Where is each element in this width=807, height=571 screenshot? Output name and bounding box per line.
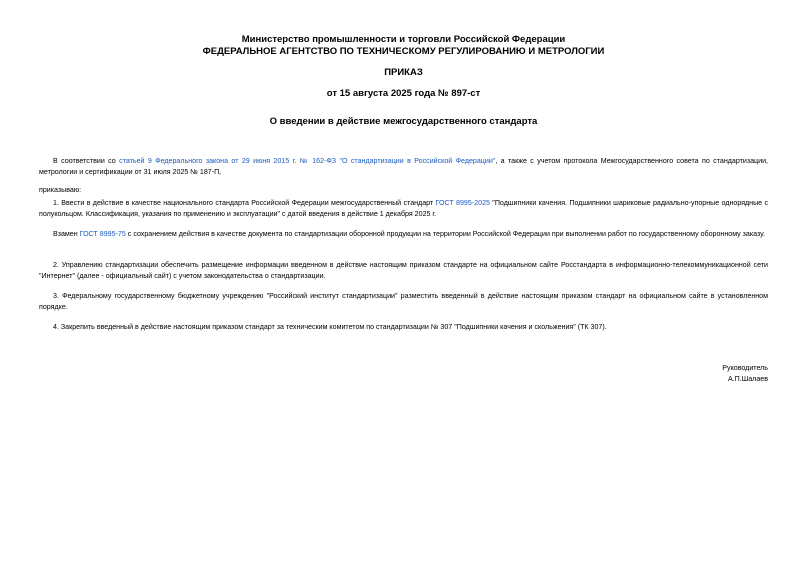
- document-date-number: от 15 августа 2025 года № 897-ст: [326, 88, 481, 99]
- federal-law-link[interactable]: статьей 9 Федерального закона от 29 июня 2015 г. № 162-ФЗ "О стандартизации в Российской Федерации": [119, 157, 496, 165]
- paragraph-item-4: 4. Закрепить введенный в действие настоящим приказом стандарт за техническим комитетом по стандартизации № 307 "Подшипники качения и скольжения" (ТК 307).: [53, 323, 607, 331]
- replacement-text-end: с сохранением действия в качестве документа по стандартизации оборонной продукции на территории Российской Федерации при выполнении работ по государственному оборонному заказу.: [125, 230, 765, 238]
- preamble-text-start: В соответствии со: [53, 157, 120, 165]
- paragraph-item-1: [39, 198, 768, 221]
- preamble-text-end: , а также с учетом протокола Межгосударственного совета по стандартизации, метрологии и сертификации от 31 июля 2025 № 187-П,: [39, 157, 768, 177]
- paragraph-preamble: [39, 156, 768, 179]
- ministry-name: Министерство промышленности и торговли Российской Федерации: [241, 34, 566, 45]
- document-title: О введении в действие межгосударственного стандарта: [269, 116, 538, 127]
- paragraph-item-2: 2. Управлению стандартизации обеспечить размещение информации введенном в действие настоящим приказом стандарте на официальном сайте Росстандарта в информационно-телекоммуникационной сети "Интернет" (далее - официальный сайт) с учетом законодательства о стандартизации.: [39, 261, 768, 281]
- replacement-text-start: Взамен: [53, 230, 80, 238]
- gost-8995-2025-link[interactable]: ГОСТ 8995-2025: [435, 199, 490, 207]
- item-1-text-end: "Подшипники качения. Подшипники шариковые радиально-упорные однорядные с полукольцом. Классификация, указания по применению и эксплуатации" с датой введения в действие 1 декабря 2025 г.: [39, 199, 769, 219]
- signatory-position: Руководитель: [722, 364, 768, 372]
- gost-8995-75-link[interactable]: ГОСТ 8995-75: [79, 230, 126, 238]
- document-type: ПРИКАЗ: [384, 67, 423, 78]
- item-1-text-start: 1. Ввести в действие в качестве национального стандарта Российской Федерации межгосударственный стандарт: [53, 199, 436, 207]
- paragraph-item-3: 3. Федеральному государственному бюджетному учреждению "Российский институт стандартизации" разместить введенный в действие настоящим приказом стандарт на официальном сайте в установленном порядке.: [39, 292, 768, 312]
- agency-name: ФЕДЕРАЛЬНОЕ АГЕНТСТВО ПО ТЕХНИЧЕСКОМУ РЕГУЛИРОВАНИЮ И МЕТРОЛОГИИ: [202, 46, 605, 57]
- signatory-name: А.П.Шалаев: [727, 375, 768, 383]
- paragraph-order: приказываю:: [39, 186, 82, 194]
- paragraph-replacement: [39, 229, 768, 240]
